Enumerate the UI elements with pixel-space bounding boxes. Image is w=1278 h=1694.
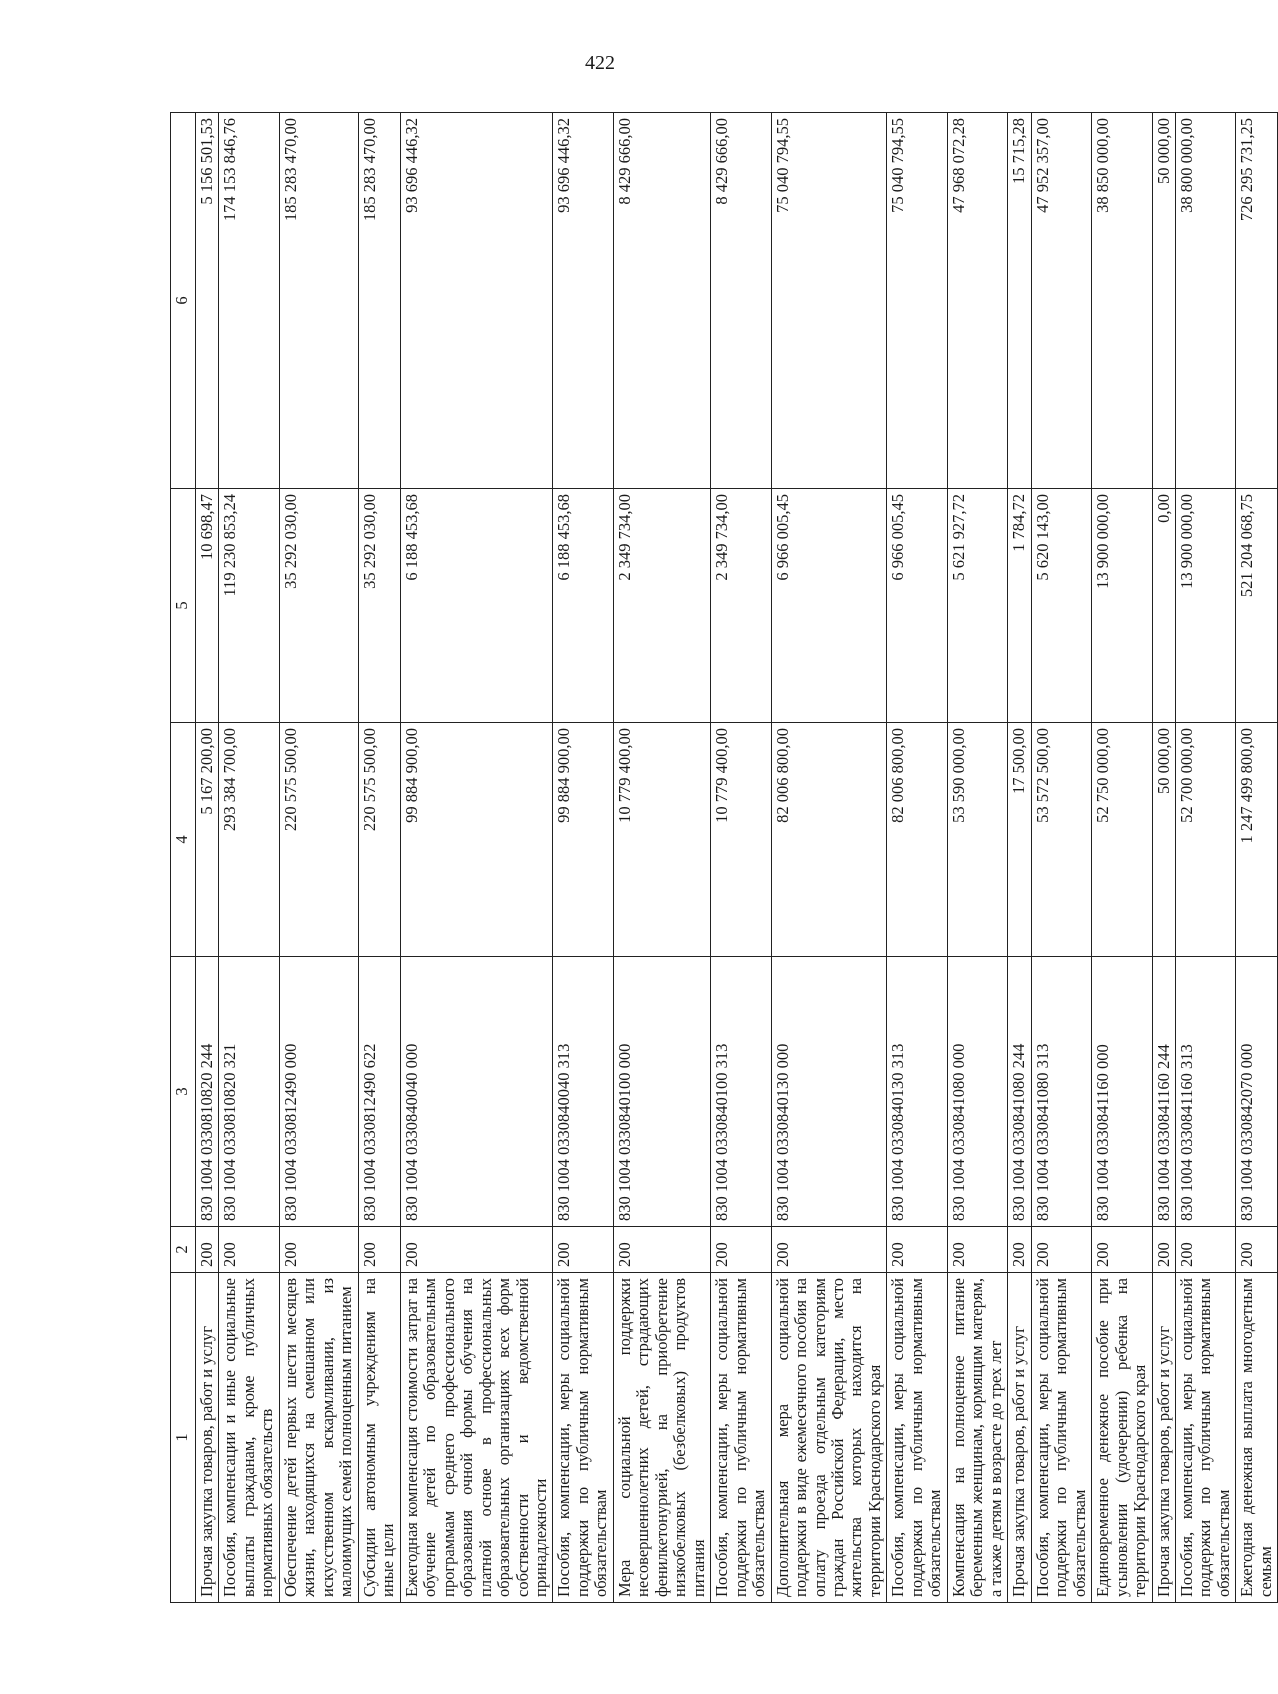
header-col-1: 1 [171,1273,196,1603]
row-plan-cell: 17 500,00 [1008,723,1031,957]
row-income-cell: 200 [771,1227,887,1273]
row-remaining-cell: 93 696 446,32 [553,113,613,489]
table-row [711,113,771,1603]
page-number: 422 [585,52,615,74]
row-executed-cell: 2 349 734,00 [613,489,710,723]
row-income-cell: 200 [358,1227,400,1273]
row-remaining-cell: 8 429 666,00 [711,113,771,489]
row-executed-cell: 2 349 734,00 [711,489,771,723]
table-row [771,113,887,1603]
row-name-cell: Мера социальной поддержки несовершеннолетних детей, страдающих фенилкетонурией, на приобретение низкобелковых (безбелковых) продуктов питания [613,1273,710,1603]
budget-table [170,112,1278,1603]
row-name-cell: Прочая закупка товаров, работ и услуг [196,1273,219,1603]
row-name-cell: Пособия, компенсации и иные социальные выплаты гражданам, кроме публичных нормативных обязательств [219,1273,279,1603]
row-plan-cell: 52 700 000,00 [1175,723,1235,957]
row-remaining-cell: 15 715,28 [1008,113,1031,489]
row-name-cell: Пособия, компенсации, меры социальной поддержки по публичным нормативным обязательствам [887,1273,947,1603]
row-name-cell: Пособия, компенсации, меры социальной поддержки по публичным нормативным обязательствам [711,1273,771,1603]
row-executed-cell: 6 966 005,45 [887,489,947,723]
row-name-cell: Прочая закупка товаров, работ и услуг [1152,1273,1175,1603]
row-remaining-cell: 38 800 000,00 [1175,113,1235,489]
row-code-cell: 830 1004 0330841080 244 [1008,957,1031,1227]
row-executed-cell: 0,00 [1152,489,1175,723]
row-plan-cell: 82 006 800,00 [771,723,887,957]
row-remaining-cell: 50 000,00 [1152,113,1175,489]
row-remaining-cell: 726 295 731,25 [1236,113,1278,489]
row-executed-cell: 6 966 005,45 [771,489,887,723]
row-plan-cell: 52 750 000,00 [1092,723,1152,957]
row-executed-cell: 1 784,72 [1008,489,1031,723]
row-code-cell: 830 1004 0330841160 000 [1092,957,1152,1227]
row-executed-cell: 6 188 453,68 [400,489,553,723]
row-code-cell: 830 1004 0330840130 000 [771,957,887,1227]
row-name-cell: Пособия, компенсации, меры социальной поддержки по публичным нормативным обязательствам [553,1273,613,1603]
row-code-cell: 830 1004 0330841160 244 [1152,957,1175,1227]
row-code-cell: 830 1004 0330810820 244 [196,957,219,1227]
row-remaining-cell: 5 156 501,53 [196,113,219,489]
row-plan-cell: 5 167 200,00 [196,723,219,957]
table-header-row [171,113,196,1603]
row-income-cell: 200 [947,1227,1007,1273]
row-plan-cell: 53 572 500,00 [1031,723,1091,957]
row-name-cell: Обеспечение детей первых шести месяцев жизни, находящихся на смешанном или искусственном вскармливании, из малоимущих семей полноценным питанием [279,1273,358,1603]
row-remaining-cell: 38 850 000,00 [1092,113,1152,489]
table-row [947,113,1007,1603]
header-col-3: 3 [171,957,196,1227]
table-row [279,113,358,1603]
row-name-cell: Единовременное денежное пособие при усыновлении (удочерении) ребенка на территории Краснодарского края [1092,1273,1152,1603]
row-remaining-cell: 8 429 666,00 [613,113,710,489]
row-plan-cell: 53 590 000,00 [947,723,1007,957]
row-plan-cell: 99 884 900,00 [553,723,613,957]
row-remaining-cell: 75 040 794,55 [887,113,947,489]
row-income-cell: 200 [1092,1227,1152,1273]
table-row [1152,113,1175,1603]
row-plan-cell: 220 575 500,00 [358,723,400,957]
row-name-cell: Ежегодная компенсация стоимости затрат на обучение детей по образовательным программам среднего профессионального образования очной формы обучения на платной основе в профессиональных образовательных организациях всех форм собственности и ведомственной принадлежности [400,1273,553,1603]
header-col-4: 4 [171,723,196,957]
row-executed-cell: 10 698,47 [196,489,219,723]
row-name-cell: Компенсация на полноценное питание беременным женщинам, кормящим матерям, а также детям в возрасте до трех лет [947,1273,1007,1603]
row-code-cell: 830 1004 0330812490 622 [358,957,400,1227]
table-row [1175,113,1235,1603]
row-executed-cell: 521 204 068,75 [1236,489,1278,723]
row-executed-cell: 5 620 143,00 [1031,489,1091,723]
table-row [613,113,710,1603]
row-remaining-cell: 75 040 794,55 [771,113,887,489]
header-col-2: 2 [171,1227,196,1273]
row-remaining-cell: 185 283 470,00 [279,113,358,489]
row-code-cell: 830 1004 0330840040 000 [400,957,553,1227]
table-row [196,113,219,1603]
row-income-cell: 200 [613,1227,710,1273]
row-name-cell: Ежегодная денежная выплата многодетным семьям [1236,1273,1278,1603]
row-income-cell: 200 [196,1227,219,1273]
row-plan-cell: 1 247 499 800,00 [1236,723,1278,957]
row-income-cell: 200 [1152,1227,1175,1273]
row-income-cell: 200 [1008,1227,1031,1273]
row-income-cell: 200 [400,1227,553,1273]
row-code-cell: 830 1004 0330841160 313 [1175,957,1235,1227]
table-body [196,113,1278,1603]
row-plan-cell: 10 779 400,00 [711,723,771,957]
row-income-cell: 200 [887,1227,947,1273]
row-income-cell: 200 [1236,1227,1278,1273]
table-row [358,113,400,1603]
row-remaining-cell: 47 952 357,00 [1031,113,1091,489]
row-executed-cell: 13 900 000,00 [1092,489,1152,723]
row-code-cell: 830 1004 0330840100 000 [613,957,710,1227]
row-remaining-cell: 47 968 072,28 [947,113,1007,489]
row-executed-cell: 35 292 030,00 [358,489,400,723]
row-name-cell: Пособия, компенсации, меры социальной поддержки по публичным нормативным обязательствам [1175,1273,1235,1603]
row-income-cell: 200 [711,1227,771,1273]
table-row [553,113,613,1603]
row-plan-cell: 82 006 800,00 [887,723,947,957]
row-remaining-cell: 174 153 846,76 [219,113,279,489]
header-col-5: 5 [171,489,196,723]
row-income-cell: 200 [1175,1227,1235,1273]
row-code-cell: 830 1004 0330840130 313 [887,957,947,1227]
row-plan-cell: 50 000,00 [1152,723,1175,957]
table-row [400,113,553,1603]
row-income-cell: 200 [553,1227,613,1273]
table-row [1236,113,1278,1603]
row-name-cell: Пособия, компенсации, меры социальной поддержки по публичным нормативным обязательствам [1031,1273,1091,1603]
row-code-cell: 830 1004 0330812490 000 [279,957,358,1227]
row-name-cell: Дополнительная мера социальной поддержки в виде ежемесячного пособия на оплату проезда отдельным категориям граждан Российской Федерации, место жительства которых находится на территории Краснодарского края [771,1273,887,1603]
row-code-cell: 830 1004 0330842070 000 [1236,957,1278,1227]
row-remaining-cell: 93 696 446,32 [400,113,553,489]
row-name-cell: Прочая закупка товаров, работ и услуг [1008,1273,1031,1603]
row-code-cell: 830 1004 0330841080 313 [1031,957,1091,1227]
table-row [219,113,279,1603]
row-income-cell: 200 [219,1227,279,1273]
row-plan-cell: 220 575 500,00 [279,723,358,957]
row-code-cell: 830 1004 0330840100 313 [711,957,771,1227]
table-row [887,113,947,1603]
row-executed-cell: 35 292 030,00 [279,489,358,723]
row-remaining-cell: 185 283 470,00 [358,113,400,489]
rotated-table-container [170,113,1275,1603]
row-executed-cell: 6 188 453,68 [553,489,613,723]
row-code-cell: 830 1004 0330841080 000 [947,957,1007,1227]
row-income-cell: 200 [279,1227,358,1273]
row-executed-cell: 5 621 927,72 [947,489,1007,723]
row-plan-cell: 293 384 700,00 [219,723,279,957]
row-executed-cell: 13 900 000,00 [1175,489,1235,723]
table-row [1008,113,1031,1603]
row-code-cell: 830 1004 0330810820 321 [219,957,279,1227]
row-plan-cell: 99 884 900,00 [400,723,553,957]
row-name-cell: Субсидии автономным учреждениям на иные цели [358,1273,400,1603]
table-row [1031,113,1091,1603]
row-income-cell: 200 [1031,1227,1091,1273]
table-row [1092,113,1152,1603]
row-plan-cell: 10 779 400,00 [613,723,710,957]
row-executed-cell: 119 230 853,24 [219,489,279,723]
row-code-cell: 830 1004 0330840040 313 [553,957,613,1227]
header-col-6: 6 [171,113,196,489]
